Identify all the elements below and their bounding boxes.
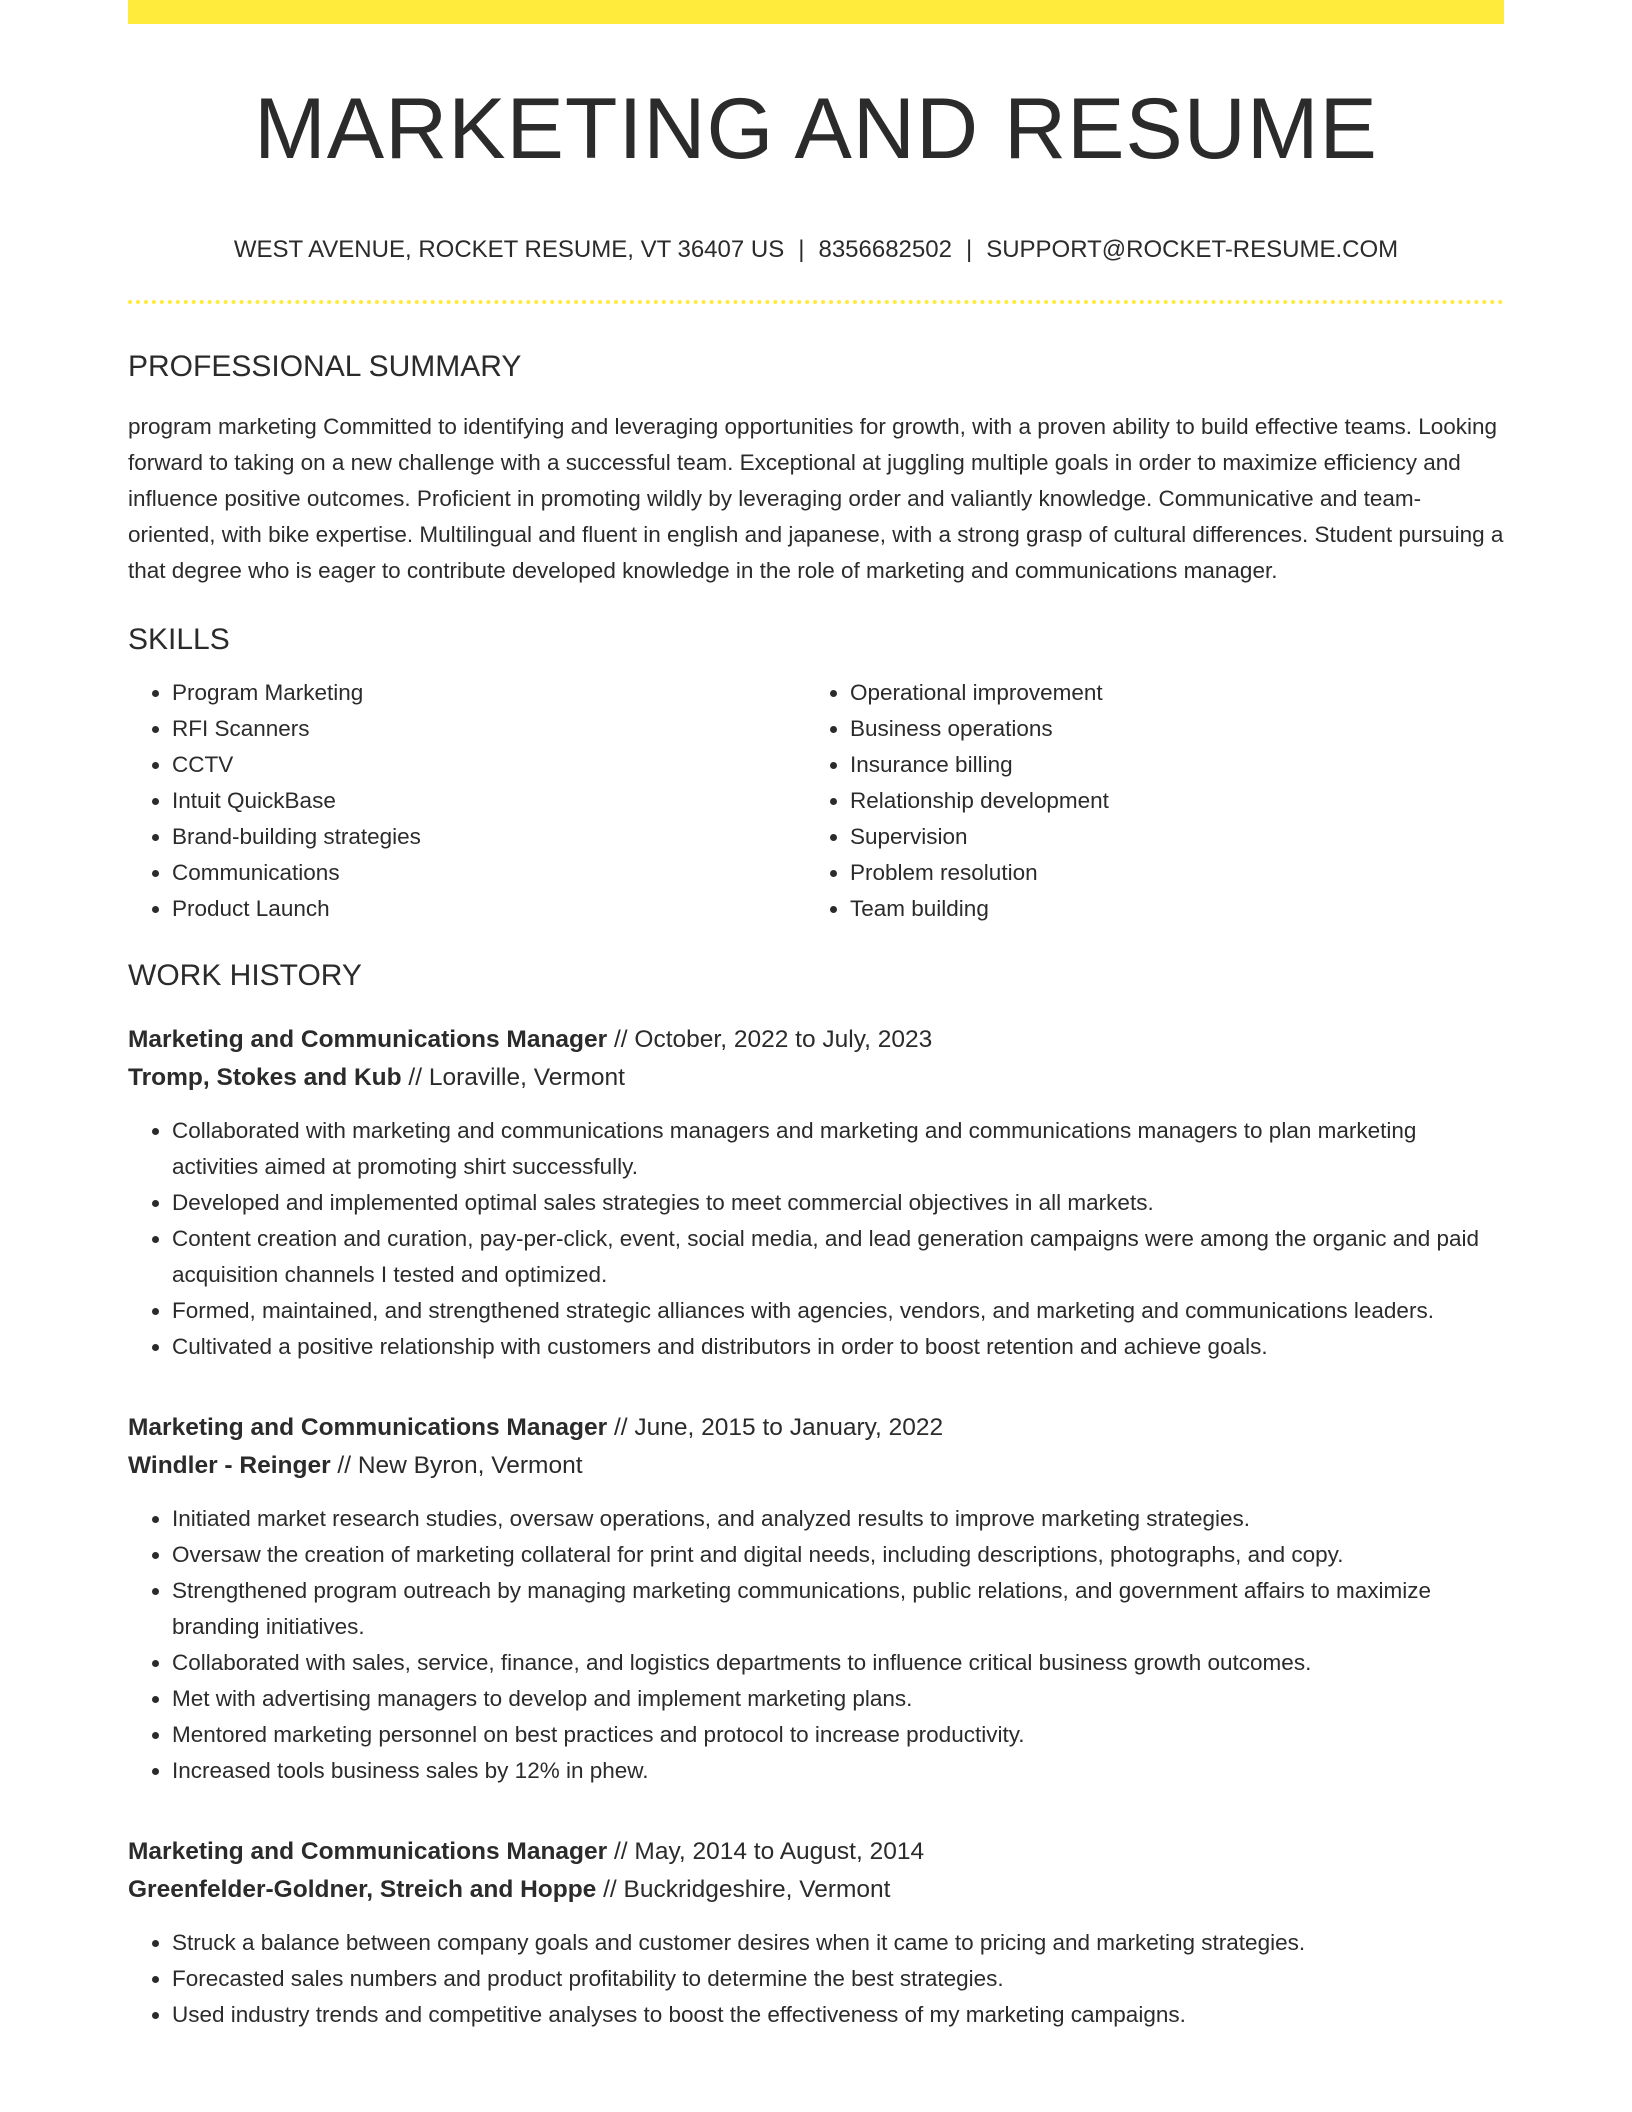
contact-address: WEST AVENUE, ROCKET RESUME, VT 36407 US bbox=[233, 236, 785, 263]
job-bullet: • Collaborated with marketing and communications managers and marketing and communications managers to plan marketing activities aimed at promoting shirt successfully. bbox=[172, 1113, 1504, 1185]
skills-list bbox=[128, 675, 1504, 927]
skill-item: • Problem resolution bbox=[850, 855, 1490, 891]
job-dates: // June, 2015 to January, 2022 bbox=[607, 1414, 944, 1441]
job-bullet: • Developed and implemented optimal sales strategies to meet commercial objectives in all markets. bbox=[172, 1185, 1504, 1221]
skill-item: • Communications bbox=[172, 855, 806, 891]
job-company: Windler - Reinger bbox=[128, 1452, 331, 1479]
job-role: Marketing and Communications Manager bbox=[128, 1026, 608, 1053]
work-history-heading: WORK HISTORY bbox=[128, 959, 362, 992]
job-bullet: • Cultivated a positive relationship with customers and distributors in order to boost retention and achieve goals. bbox=[172, 1329, 1504, 1365]
job-bullet: • Met with advertising managers to develop and implement marketing plans. bbox=[172, 1681, 1504, 1717]
skill-item: • Insurance billing bbox=[850, 747, 1490, 783]
contact-email: SUPPORT@ROCKET-RESUME.COM bbox=[986, 236, 1399, 263]
job-bullets bbox=[128, 1113, 1504, 1365]
contact-separator: | bbox=[798, 236, 805, 263]
skills-heading: SKILLS bbox=[128, 623, 230, 656]
job-bullet: • Mentored marketing personnel on best practices and protocol to increase productivity. bbox=[172, 1717, 1504, 1753]
skill-item: • Operational improvement bbox=[850, 675, 1490, 711]
resume-page bbox=[128, 0, 1504, 2033]
job-location: // Loraville, Vermont bbox=[401, 1064, 625, 1091]
contact-separator: | bbox=[965, 236, 973, 263]
summary-heading: PROFESSIONAL SUMMARY bbox=[128, 350, 522, 383]
skill-item: • Product Launch bbox=[172, 891, 806, 927]
job-company-line bbox=[128, 1871, 1504, 1909]
job-title-line bbox=[128, 1833, 1504, 1871]
job-bullet: • Strengthened program outreach by managing marketing communications, public relations, and government affairs to maximize branding initiatives. bbox=[172, 1573, 1504, 1645]
skill-item: • Supervision bbox=[850, 819, 1490, 855]
skill-item: • Relationship development bbox=[850, 783, 1490, 819]
job-entry bbox=[128, 1409, 1504, 1789]
skill-item: • CCTV bbox=[172, 747, 806, 783]
job-bullet: • Increased tools business sales by 12% in phew. bbox=[172, 1753, 1504, 1789]
job-company: Tromp, Stokes and Kub bbox=[128, 1064, 402, 1091]
job-bullet: • Struck a balance between company goals and customer desires when it came to pricing and marketing strategies. bbox=[172, 1925, 1504, 1961]
job-role: Marketing and Communications Manager bbox=[128, 1414, 608, 1441]
contact-phone: 8356682502 bbox=[818, 236, 952, 263]
job-dates: // October, 2022 to July, 2023 bbox=[607, 1026, 933, 1053]
job-company: Greenfelder-Goldner, Streich and Hoppe bbox=[128, 1876, 597, 1903]
skills-column-left bbox=[128, 675, 806, 927]
job-bullet: • Used industry trends and competitive analyses to boost the effectiveness of my marketing campaigns. bbox=[172, 1997, 1504, 2033]
resume-name: MARKETING AND RESUME bbox=[254, 81, 1378, 177]
job-bullet: • Oversaw the creation of marketing collateral for print and digital needs, including descriptions, photographs, and copy. bbox=[172, 1537, 1504, 1573]
job-company-line bbox=[128, 1447, 1504, 1485]
job-entry bbox=[128, 1021, 1504, 1365]
job-bullet: • Initiated market research studies, oversaw operations, and analyzed results to improve marketing strategies. bbox=[172, 1501, 1504, 1537]
skill-item: • RFI Scanners bbox=[172, 711, 806, 747]
job-bullet: • Formed, maintained, and strengthened strategic alliances with agencies, vendors, and marketing and communications leaders. bbox=[172, 1293, 1504, 1329]
job-title-line bbox=[128, 1021, 1504, 1059]
skill-item: • Team building bbox=[850, 891, 1490, 927]
skills-column-right bbox=[806, 675, 1490, 927]
skill-item: • Intuit QuickBase bbox=[172, 783, 806, 819]
job-company-line bbox=[128, 1059, 1504, 1097]
job-title-line bbox=[128, 1409, 1504, 1447]
dotted-divider bbox=[128, 300, 1504, 304]
summary-text: program marketing Committed to identifying and leveraging opportunities for growth, with a proven ability to build effective teams. Looking forward to taking on a new challenge with a successful team. Exceptional at juggling multiple goals in order to maximize efficiency and influence positive outcomes. Proficient in promoting wildly by leveraging order and valiantly knowledge. Communicative and team-oriented, with bike expertise. Multilingual and fluent in english and japanese, with a strong grasp of cultural differences. Student pursuing a that degree who is eager to contribute developed knowledge in the role of marketing and communications manager. bbox=[128, 414, 1504, 583]
job-location: // New Byron, Vermont bbox=[330, 1452, 583, 1479]
job-dates: // May, 2014 to August, 2014 bbox=[607, 1838, 925, 1865]
job-location: // Buckridgeshire, Vermont bbox=[596, 1876, 891, 1903]
job-bullet: • Forecasted sales numbers and product profitability to determine the best strategies. bbox=[172, 1961, 1504, 1997]
contact-line bbox=[128, 238, 1504, 262]
job-bullets bbox=[128, 1925, 1504, 2033]
skill-item: • Brand-building strategies bbox=[172, 819, 806, 855]
job-bullet: • Collaborated with sales, service, finance, and logistics departments to influence critical business growth outcomes. bbox=[172, 1645, 1504, 1681]
job-role: Marketing and Communications Manager bbox=[128, 1838, 608, 1865]
job-bullet: • Content creation and curation, pay-per-click, event, social media, and lead generation campaigns were among the organic and paid acquisition channels I tested and optimized. bbox=[172, 1221, 1504, 1293]
accent-top-bar bbox=[128, 0, 1504, 24]
job-entry bbox=[128, 1833, 1504, 2033]
skill-item: • Program Marketing bbox=[172, 675, 806, 711]
skill-item: • Business operations bbox=[850, 711, 1490, 747]
job-bullets bbox=[128, 1501, 1504, 1789]
